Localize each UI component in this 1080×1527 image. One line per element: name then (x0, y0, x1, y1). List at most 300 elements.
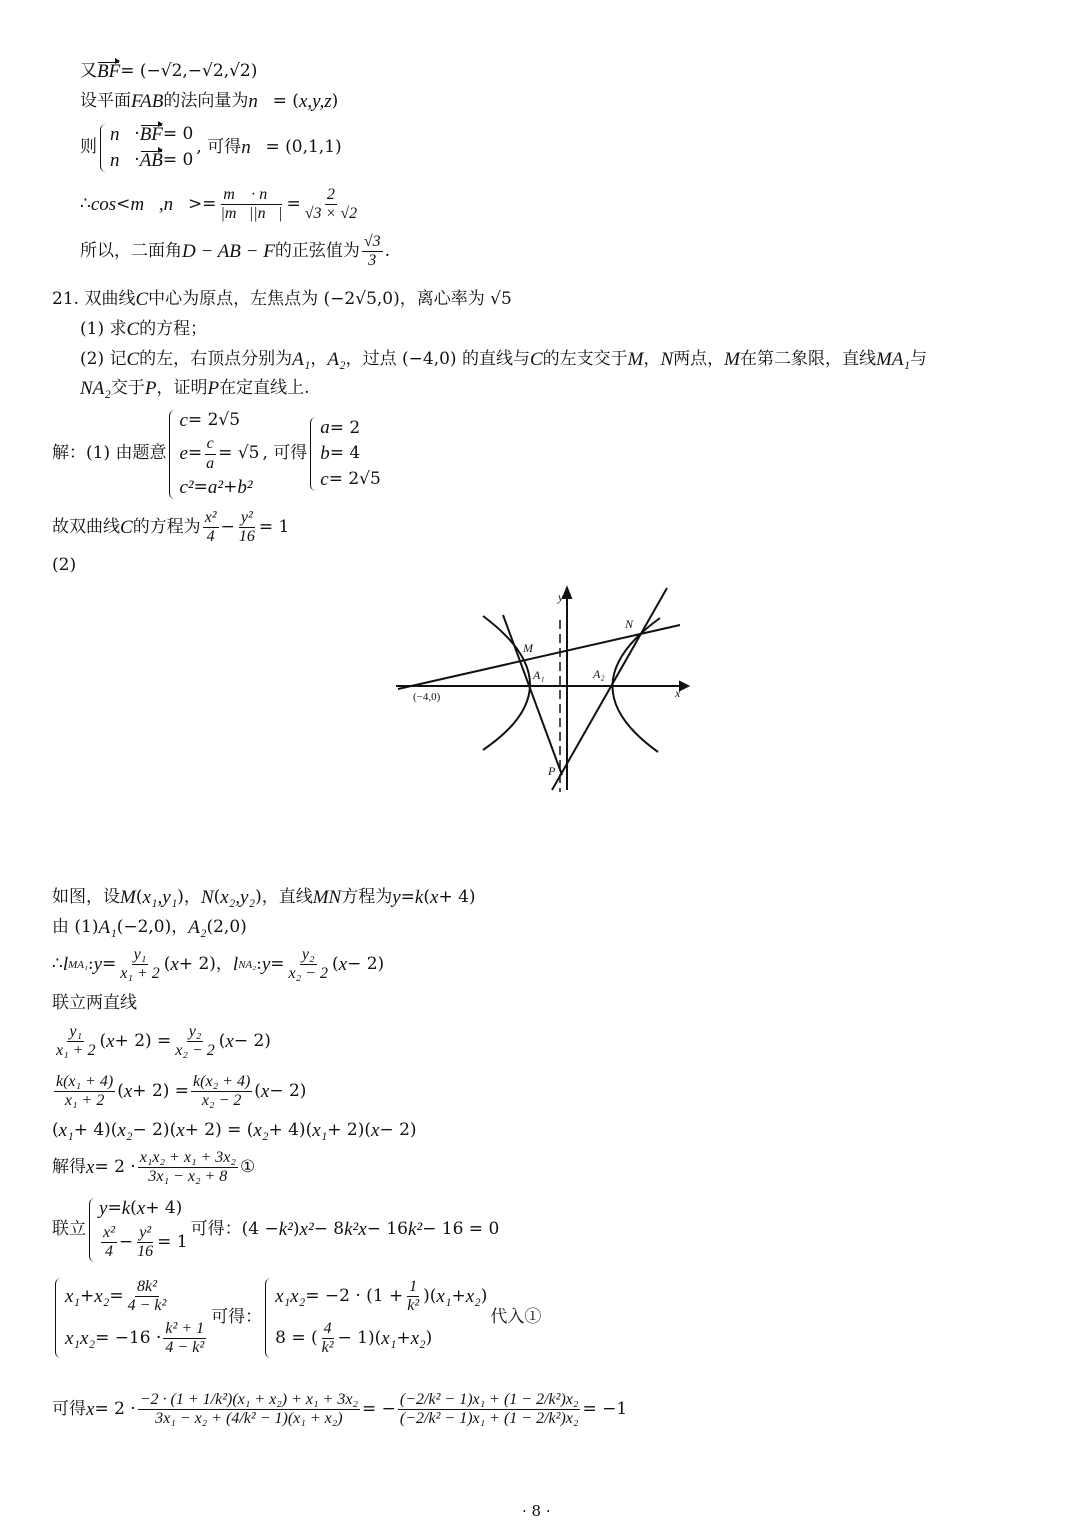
subscript: NA₂ (238, 958, 257, 971)
math-symbol: b (320, 443, 330, 465)
text: = 1 (258, 517, 290, 538)
numerator: 4 (322, 1320, 334, 1339)
fraction (203, 509, 219, 547)
point-label-a2: A₂ (593, 667, 605, 681)
math-symbol: A₁ (98, 917, 117, 938)
text: ) (480, 1286, 488, 1307)
text-line (80, 91, 338, 113)
math-symbol: y (99, 1198, 108, 1219)
denominator: 4 (206, 528, 215, 546)
math-symbol: c (320, 469, 329, 491)
x-axis-label: x (675, 686, 681, 700)
text-line (52, 410, 384, 499)
numerator: x² (203, 509, 219, 528)
text: ( (163, 954, 171, 975)
denominator: x₁ + 2 (56, 1042, 96, 1060)
math-symbol: cos (90, 193, 117, 215)
math-symbol: y (261, 953, 271, 975)
text: 解：(1) 由题意 (52, 443, 167, 464)
text: = −2 · (1 + (305, 1286, 404, 1307)
text: 的正弦值为 (274, 241, 360, 262)
math-symbol: x (123, 1080, 133, 1102)
text: ( (99, 1031, 107, 1052)
math-symbol: A₂ (188, 917, 207, 938)
text: 的左支交于 (542, 349, 628, 370)
text: ， (643, 349, 661, 370)
text-line (52, 917, 247, 939)
text: 可得： (211, 1307, 263, 1327)
math-symbol: x₂ (410, 1327, 426, 1349)
text: 联立 (52, 1219, 86, 1240)
math-symbol: P (144, 378, 157, 399)
text-line (52, 509, 289, 547)
fraction (163, 1320, 206, 1358)
point-label-a1: A₁ (533, 668, 545, 682)
math-symbol: x₁ (58, 1120, 74, 1141)
numerator: √3 (362, 233, 383, 252)
math-symbol: n⃗ (248, 91, 273, 112)
numerator: y₂ (300, 946, 317, 965)
denominator: 3 (368, 252, 377, 270)
text: + (451, 1286, 466, 1307)
text-line (52, 1198, 499, 1262)
equation-system (310, 417, 381, 491)
text: (−2,0)， (116, 917, 189, 938)
text: (2) 记 (80, 349, 127, 370)
denominator: 16 (238, 528, 255, 546)
text: + 4) (438, 887, 476, 908)
text: − 2)( (132, 1120, 177, 1141)
text: + 4) (145, 1198, 183, 1219)
text: ( (130, 1198, 137, 1219)
text: 所以，二面角 (80, 241, 182, 262)
text: − 2) (233, 1031, 271, 1052)
text: (2,0) (206, 917, 247, 938)
math-symbol: x₁ (436, 1285, 452, 1307)
hyperbola-diagram (380, 580, 700, 800)
text: = 1 (157, 1231, 188, 1252)
y-axis-label: y (558, 590, 564, 604)
math-symbol: C (126, 319, 140, 340)
numerator: 1 (407, 1278, 419, 1297)
text: + 2) = ( (184, 1120, 254, 1141)
math-symbol: x₂ (117, 1120, 133, 1141)
math-symbol: M (724, 349, 740, 370)
text: = 0 (162, 124, 194, 145)
fraction (118, 946, 161, 984)
math-symbol: x₁x₂ (275, 1285, 306, 1307)
text: ( (135, 887, 143, 908)
math-symbol: k² (278, 1218, 293, 1240)
math-symbol: x₂ (253, 1120, 269, 1141)
fraction (135, 1224, 155, 1262)
fraction (303, 186, 359, 224)
text: + 4)( (268, 1120, 313, 1141)
fraction (287, 946, 330, 984)
math-symbol: x₂ (94, 1285, 110, 1307)
text: < (116, 194, 131, 215)
math-symbol: x (86, 1398, 95, 1420)
text: 的方程为 (132, 517, 201, 538)
system-rows (110, 124, 193, 172)
denominator: 4 (104, 1243, 113, 1261)
text: = (0,1,1) (265, 137, 342, 158)
text-line (52, 1149, 255, 1187)
text: = 2 · (94, 1399, 136, 1420)
math-symbol: e (179, 443, 188, 465)
point-label-m: M (523, 641, 533, 655)
math-symbol: C (529, 349, 543, 370)
text: 在定直线上. (219, 378, 310, 399)
left-brace (169, 410, 176, 499)
text: >= (187, 194, 217, 215)
numerator: y₂ (187, 1023, 204, 1042)
math-symbol: x₁ (381, 1327, 397, 1349)
text: ∴ (52, 954, 63, 975)
text-line (80, 124, 342, 172)
fraction (101, 1224, 117, 1262)
text: (2) (52, 555, 77, 575)
system-row (275, 1320, 487, 1358)
text: ( (254, 1081, 261, 1102)
text: ) (292, 1219, 300, 1240)
text: = 0 (162, 149, 194, 170)
denominator: x₁ + 2 (120, 965, 160, 983)
equation-system (55, 1278, 208, 1358)
text: − 16 = 0 (422, 1219, 500, 1240)
text: : (256, 954, 262, 975)
math-symbol: C (126, 349, 140, 370)
text: 的左，右顶点分别为 (139, 349, 293, 370)
equation-system (89, 1198, 188, 1262)
text: 交于 (110, 378, 145, 399)
point-label-p: P (548, 764, 556, 778)
text: = (109, 1286, 124, 1307)
math-symbol: A₂ (327, 349, 346, 370)
system-row (275, 1278, 487, 1316)
math-symbol: NA₂ (80, 378, 111, 399)
denominator: |m⃗||n⃗| (220, 205, 283, 223)
math-symbol: C (135, 289, 149, 310)
fraction (320, 1320, 336, 1358)
denominator: 16 (137, 1243, 154, 1261)
text: − 8 (313, 1219, 345, 1240)
math-symbol: x (225, 1030, 234, 1052)
numerator: x² (101, 1224, 117, 1243)
text: 如图，设 (52, 887, 120, 908)
text: = (107, 1198, 122, 1219)
text: + (223, 477, 238, 498)
text: 中心为原点，左焦点为 (−2√5,0)，离心率为 √5 (148, 289, 512, 310)
text: + (396, 1327, 411, 1348)
numerator: x₁x₂ + x₁ + 3x₂ (138, 1149, 238, 1168)
math-symbol: N (660, 349, 674, 370)
text: ) (425, 1327, 433, 1348)
text: − (118, 1231, 134, 1252)
math-symbol: M (627, 349, 644, 370)
math-symbol: n⃗ (241, 136, 266, 158)
math-symbol: x₁,y₁ (142, 887, 178, 908)
line-na2 (552, 588, 667, 790)
text: ( (117, 1081, 124, 1102)
text: )( (423, 1286, 437, 1307)
fraction (398, 1391, 581, 1429)
math-symbol: N (200, 887, 214, 908)
system-row (320, 443, 381, 465)
denominator: x₂ − 2 (288, 965, 328, 983)
math-symbol: y (93, 953, 102, 975)
fraction (54, 1073, 115, 1111)
numerator: y² (137, 1224, 153, 1243)
numerator: −2 · (1 + 1/k²)(x₁ + x₂) + x₁ + 3x₂ (138, 1391, 360, 1410)
math-symbol: M (120, 887, 136, 908)
math-symbol: x₂,y₂ (220, 887, 256, 908)
text: 代入① (490, 1307, 542, 1327)
text: 的方程； (139, 319, 208, 340)
numerator: k(x₂ + 4) (191, 1073, 252, 1092)
math-symbol: b² (237, 477, 253, 499)
text: = (−√2,−√2,√2) (120, 61, 258, 82)
text: = 2√5 (328, 469, 381, 490)
text: ∴ (80, 194, 91, 215)
text-line (52, 289, 512, 311)
denominator: a (206, 454, 215, 472)
math-symbol: x (338, 953, 348, 975)
math-symbol: D − AB − F (182, 240, 275, 262)
text: 由 (1) (52, 917, 99, 938)
text: = (187, 443, 203, 464)
text: = 2 (329, 417, 361, 438)
numerator: (−2/k² − 1)x₁ + (1 − 2/k²)x₂ (398, 1391, 581, 1410)
text: : (87, 954, 94, 975)
system-row (320, 469, 381, 491)
math-symbol: A₁ (292, 349, 311, 370)
x-axis-arrow (680, 682, 688, 690)
left-brace (310, 417, 317, 491)
focus-point-label: (−4,0) (413, 691, 441, 703)
math-symbol: l (232, 953, 239, 975)
text: ( (218, 1031, 226, 1052)
text: 21. 双曲线 (52, 289, 136, 310)
text: + 4)( (73, 1120, 118, 1141)
left-brace (55, 1278, 62, 1358)
text: = (400, 887, 415, 908)
system-rows (320, 417, 381, 491)
math-symbol: x₁ (65, 1285, 81, 1307)
text: + (80, 1286, 95, 1307)
text: 又 (80, 61, 97, 82)
page-number: · 8 · (522, 1502, 551, 1520)
system-row (110, 124, 193, 146)
text: − 2) (379, 1120, 417, 1141)
system-rows (275, 1278, 487, 1358)
fraction (126, 1278, 169, 1316)
fraction (218, 186, 284, 224)
equation-system (169, 410, 259, 499)
text-line (80, 233, 390, 271)
text: 可得 (52, 1399, 86, 1420)
math-symbol: x (176, 1120, 185, 1141)
math-symbol: n⃗ (110, 149, 135, 171)
fraction (362, 233, 383, 271)
math-symbol: MN (312, 887, 342, 908)
text: · (134, 149, 140, 170)
text: = (286, 194, 301, 215)
text: = √5 (218, 443, 260, 464)
math-symbol: x (170, 953, 179, 975)
vector: AB (139, 149, 163, 171)
text: · (134, 124, 140, 145)
math-symbol: x (430, 887, 439, 908)
text: − 1)( (337, 1327, 382, 1348)
math-symbol: x,y,z (298, 91, 332, 112)
numerator: 2 (325, 186, 337, 205)
denominator: x₂ − 2 (201, 1092, 242, 1110)
text: 故双曲线 (52, 517, 120, 538)
math-symbol: P (207, 378, 220, 399)
system-row (65, 1278, 208, 1316)
denominator: k² (407, 1297, 420, 1315)
numerator: m⃗ · n⃗ (221, 186, 281, 205)
denominator: x₂ − 2 (175, 1042, 215, 1060)
equation-system (100, 124, 193, 172)
text-line (80, 378, 310, 400)
text-line (52, 1023, 271, 1061)
denominator: (−2/k² − 1)x₁ + (1 − 2/k²)x₂ (399, 1410, 579, 1428)
text: = 2√5 (187, 409, 241, 430)
math-symbol: x₁x₂ (65, 1327, 96, 1349)
math-symbol: y (392, 887, 401, 908)
math-symbol: MA₁ (876, 349, 911, 370)
math-symbol: k (414, 887, 424, 908)
text: 联立两直线 (52, 993, 137, 1013)
numerator: y² (239, 509, 255, 528)
left-brace (265, 1278, 272, 1358)
text: − 2) (269, 1081, 307, 1102)
text: . (384, 241, 391, 262)
math-symbol: x (106, 1030, 115, 1052)
math-symbol: x (370, 1120, 380, 1141)
denominator: 4 − k² (165, 1339, 205, 1357)
text: , 可得 (196, 137, 242, 158)
fraction (54, 1023, 97, 1061)
text: ) (331, 91, 339, 112)
text: )，直线 (255, 887, 313, 908)
system-row (99, 1198, 188, 1220)
math-symbol: l (62, 953, 69, 975)
equation-system (265, 1278, 487, 1358)
text-line (52, 946, 384, 984)
text: (1) 求 (80, 319, 127, 340)
math-symbol: x₂ (465, 1285, 481, 1307)
system-row (99, 1224, 188, 1262)
math-symbol: FAB (131, 91, 164, 112)
fraction (405, 1278, 421, 1316)
text: − (220, 517, 235, 538)
text: + 2)( (327, 1120, 371, 1141)
text: = (193, 477, 208, 498)
denominator: 3x₁ − x₂ + 8 (148, 1168, 228, 1186)
system-row (320, 417, 381, 439)
system-row (110, 150, 193, 172)
denominator: 4 − k² (127, 1297, 167, 1315)
text: ， (310, 349, 328, 370)
text-line (52, 994, 137, 1014)
numerator: 8k² (135, 1278, 159, 1297)
text: , 可得 (262, 443, 308, 464)
denominator: √3 × √2 (304, 205, 358, 223)
text-line (52, 887, 476, 909)
text-line (52, 1278, 541, 1358)
text: 设平面 (80, 91, 131, 112)
text: = −16 · (95, 1327, 162, 1348)
numerator: k² + 1 (163, 1320, 206, 1339)
text: = 4 (329, 443, 361, 464)
text: = (270, 954, 285, 975)
text: 解得 (52, 1157, 86, 1178)
system-row (179, 477, 259, 499)
math-symbol: n⃗ (110, 124, 135, 145)
text: ( (423, 887, 430, 908)
left-brace (89, 1198, 96, 1262)
text: = ( (272, 91, 299, 112)
text: ( (52, 1120, 59, 1141)
text: 则 (80, 137, 97, 158)
text-line (80, 186, 361, 224)
numerator: c (205, 435, 216, 454)
line-ma1 (503, 615, 562, 775)
text: 两点， (673, 349, 725, 370)
text: 与 (910, 349, 928, 370)
text: = − (362, 1399, 396, 1420)
text-line (80, 319, 207, 341)
fraction (138, 1149, 238, 1187)
math-symbol: a (320, 417, 330, 439)
math-symbol: x (260, 1080, 270, 1102)
system-row (179, 435, 259, 473)
text: ，过点 (−4,0) 的直线与 (345, 349, 530, 370)
text: = −1 (582, 1399, 628, 1420)
system-rows (179, 410, 259, 499)
text: − 16 (366, 1219, 408, 1240)
math-symbol: x² (299, 1218, 314, 1240)
text: + 2)， (178, 954, 233, 975)
left-brace (100, 124, 107, 172)
math-symbol: m⃗,n⃗ (130, 193, 188, 215)
math-symbol: a² (207, 477, 224, 499)
math-symbol: k² (407, 1218, 423, 1240)
text: ( (213, 887, 221, 908)
text-line (52, 556, 76, 576)
text: 8 = ( (275, 1327, 318, 1348)
numerator: y₁ (132, 946, 149, 965)
text: )， (177, 887, 201, 908)
math-symbol: c² (179, 477, 194, 499)
math-symbol: x (86, 1156, 95, 1178)
math-symbol: x₁ (312, 1120, 328, 1141)
math-symbol: x (136, 1198, 146, 1219)
fraction (237, 509, 257, 547)
text: ，证明 (156, 378, 208, 399)
text: + 2) = (132, 1081, 190, 1102)
text-line (52, 1391, 627, 1429)
vector: BF (139, 124, 163, 145)
system-rows (99, 1198, 188, 1262)
text-line (80, 349, 927, 371)
system-row (65, 1320, 208, 1358)
text: 在第二象限，直线 (740, 349, 876, 370)
vector: BF (97, 61, 121, 82)
